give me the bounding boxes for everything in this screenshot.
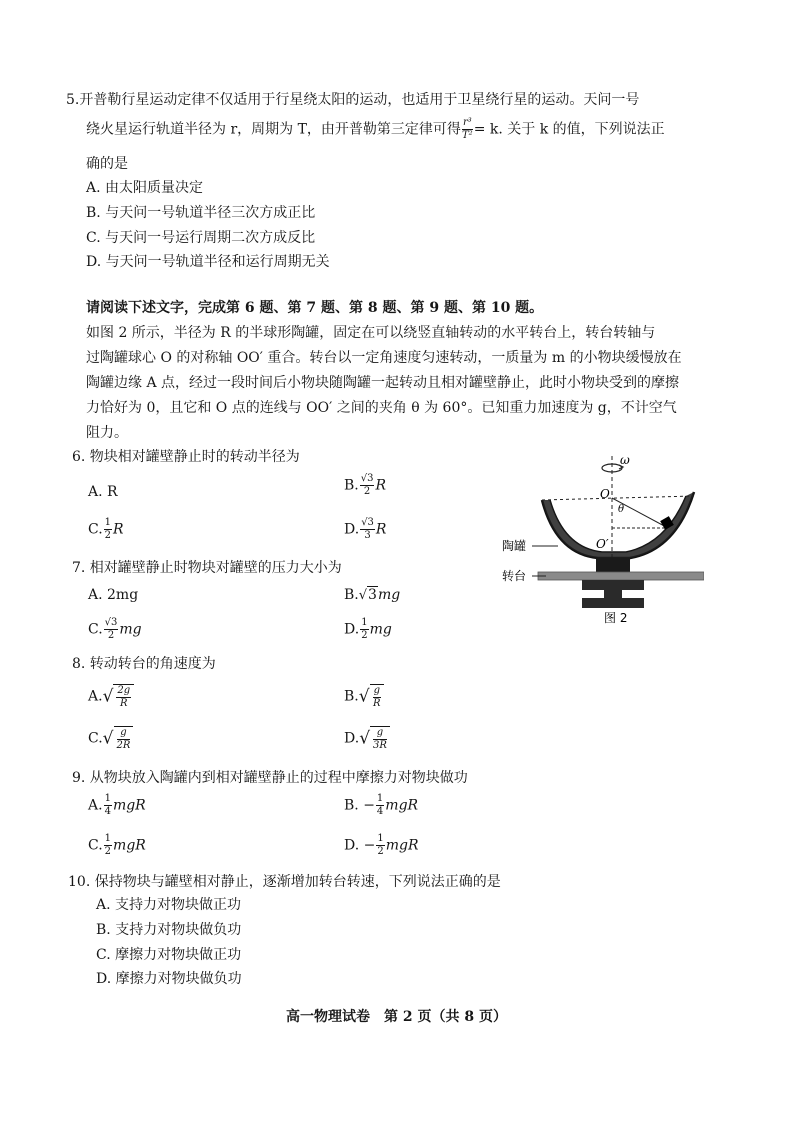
q9-d-num: 1 — [377, 833, 384, 844]
q8-d-num: g — [373, 728, 387, 740]
q7-d-den: 2 — [361, 630, 368, 641]
q6-stem: 6. 物块相对罐壁静止时的转动半径为 — [72, 449, 300, 465]
q8-stem: 8. 转动转台的角速度为 — [72, 656, 216, 672]
theta-label: θ — [618, 504, 625, 515]
omega-label: ω — [620, 453, 630, 467]
passage-line-2: 过陶罐球心 O 的对称轴 OO′ 重合。转台以一定角速度匀速转动，一质量为 m 的小物块缓慢放在 — [86, 350, 682, 366]
turntable-support-top — [582, 580, 644, 590]
q5-frac-num: r³ — [462, 117, 472, 128]
q8-c-num: g — [117, 728, 131, 740]
q5-frac-den: T² — [461, 130, 473, 141]
q8-d-letter: D. — [344, 730, 360, 747]
q10-option-a: A. 支持力对物块做正功 — [96, 897, 242, 913]
q5-number: 5. — [66, 92, 80, 108]
q9-a-letter: A. — [88, 797, 103, 814]
q7-b-letter: B. — [344, 587, 359, 603]
q6-d-var: R — [375, 521, 387, 538]
q9-c-var: mgR — [113, 837, 146, 854]
q6-d-letter: D. — [344, 521, 360, 538]
q7-c-num: √3 — [104, 617, 118, 628]
q6-c-den: 2 — [104, 530, 112, 541]
q6-d-den: 3 — [364, 530, 371, 541]
q10-stem: 10. 保持物块与罐壁相对静止，逐渐增加转台转速，下列说法正确的是 — [68, 874, 501, 890]
jar-rim-line — [542, 496, 694, 500]
q10-option-c: C. 摩擦力对物块做正功 — [96, 947, 242, 963]
q8-c-letter: C. — [88, 730, 103, 747]
q9-a-den: 4 — [104, 806, 111, 817]
q8-b-den: R — [373, 698, 381, 709]
q8-d-den: 3R — [373, 740, 387, 751]
q7-c-var: mg — [119, 621, 142, 638]
figure-2-diagram — [498, 452, 704, 628]
q10-option-b: B. 支持力对物块做负功 — [96, 922, 242, 938]
q5-option-d: D. 与天问一号轨道半径和运行周期无关 — [86, 254, 330, 270]
q5-option-b: B. 与天问一号轨道半径三次方成正比 — [86, 205, 316, 221]
q7-c-den: 2 — [107, 630, 115, 641]
q9-a-num: 1 — [104, 793, 111, 804]
q5-text-line1: 开普勒行星运动定律不仅适用于行星绕太阳的运动，也适用于卫星绕行星的运动。天问一号 — [79, 92, 640, 108]
q6-option-a: A. R — [88, 484, 118, 500]
q7-stem: 7. 相对罐壁静止时物块对罐壁的压力大小为 — [72, 560, 342, 576]
q9-b-var: mgR — [385, 797, 419, 814]
passage-line-4: 力恰好为 0，且它和 O 点的连线与 OO′ 之间的夹角 θ 为 60°。已知重力加速度为 g，不计空气 — [86, 400, 677, 416]
q7-b-radicand: 3 — [368, 587, 377, 603]
turntable-support-bottom — [582, 598, 644, 608]
q5-option-a: A. 由太阳质量决定 — [86, 180, 204, 196]
q6-option-d — [344, 518, 386, 541]
q6-b-num: √3 — [360, 473, 374, 484]
figure-caption: 图 2 — [604, 611, 628, 625]
q8-b-num: g — [373, 685, 380, 696]
q5-line2 — [86, 118, 665, 141]
turntable-label: 转台 — [502, 569, 527, 583]
q7-d-letter: D. — [344, 621, 360, 638]
q8-option-a: A.√ $\frac{2g}{R}$ — [88, 684, 134, 709]
q6-b-den: 2 — [363, 486, 371, 497]
q9-d-den: 2 — [377, 846, 384, 857]
q9-option-b — [344, 794, 418, 817]
q6-option-b — [344, 474, 386, 497]
q5-line1 — [66, 90, 639, 110]
q8-a-letter: A. — [88, 688, 103, 705]
q7-c-letter: C. — [88, 621, 103, 638]
q10-option-d: D. 摩擦力对物块做负功 — [96, 971, 242, 987]
jar-label: 陶罐 — [502, 539, 527, 553]
q6-b-var: R — [375, 477, 387, 494]
q9-d-var: mgR — [385, 837, 419, 854]
q8-option-c: C.√ $\frac{g}{2R}$ — [88, 726, 133, 751]
q9-b-num: 1 — [376, 793, 384, 804]
q7-option-a: A. 2mg — [88, 587, 139, 603]
q9-option-c — [88, 834, 146, 857]
q9-c-letter: C. — [88, 837, 103, 854]
q6-c-var: R — [113, 521, 124, 538]
q8-option-b: B.√ $\frac{g}{R}$ — [344, 684, 384, 709]
q9-b-letter: B. − — [344, 797, 375, 814]
jar-base — [596, 558, 630, 572]
q9-b-den: 4 — [376, 806, 384, 817]
q5-option-c: C. 与天问一号运行周期二次方成反比 — [86, 230, 316, 246]
q9-c-den: 2 — [104, 846, 112, 857]
q9-option-d — [344, 834, 419, 857]
q5-line3: 确的是 — [86, 156, 128, 172]
point-O-label: O — [600, 487, 610, 501]
q7-d-var: mg — [369, 621, 392, 638]
q9-a-var: mgR — [112, 797, 146, 814]
q9-c-num: 1 — [104, 833, 112, 844]
q8-a-den: R — [120, 698, 128, 709]
q7-option-d — [344, 618, 392, 641]
q6-c-num: 1 — [104, 517, 112, 528]
q5-kepler-fraction — [462, 118, 473, 141]
page-footer: 高一物理试卷 第 2 页（共 8 页） — [286, 1009, 507, 1025]
q6-option-c — [88, 518, 124, 541]
q9-stem: 9. 从物块放入陶罐内到相对罐壁静止的过程中摩擦力对物块做功 — [72, 770, 468, 786]
q6-b-letter: B. — [344, 477, 359, 494]
q8-c-den: 2R — [116, 740, 131, 751]
q7-d-num: 1 — [361, 617, 368, 628]
passage-line-1: 如图 2 所示，半径为 R 的半球形陶罐，固定在可以绕竖直轴转动的水平转台上，转台转轴与 — [86, 325, 656, 341]
q8-b-letter: B. — [344, 688, 359, 705]
q5-text-line2-pre: 绕火星运行轨道半径为 r，周期为 T，由开普勒第三定律可得 — [86, 121, 461, 138]
q7-option-b: B.√3mg — [344, 587, 401, 603]
q7-option-c — [88, 618, 142, 641]
q9-d-letter: D. − — [344, 837, 376, 854]
q9-option-a — [88, 794, 146, 817]
q5-text-line2-post: = k. 关于 k 的值，下列说法正 — [473, 121, 665, 138]
q7-b-var: mg — [377, 587, 401, 603]
passage-line-5: 阻力。 — [86, 425, 128, 441]
q6-d-num: √3 — [361, 517, 374, 528]
passage-heading: 请阅读下述文字，完成第 6 题、第 7 题、第 8 题、第 9 题、第 10 题。 — [86, 300, 544, 316]
turntable-plate — [538, 572, 704, 580]
passage-line-3: 陶罐边缘 A 点，经过一段时间后小物块随陶罐一起转动且相对罐壁静止，此时小物块受到的摩擦 — [86, 375, 680, 391]
q6-c-letter: C. — [88, 521, 103, 538]
q8-a-num: 2g — [117, 685, 131, 696]
point-Oprime-label: O′ — [596, 537, 609, 551]
q8-option-d: D.√ $\frac{g}{3R}$ — [344, 726, 390, 751]
